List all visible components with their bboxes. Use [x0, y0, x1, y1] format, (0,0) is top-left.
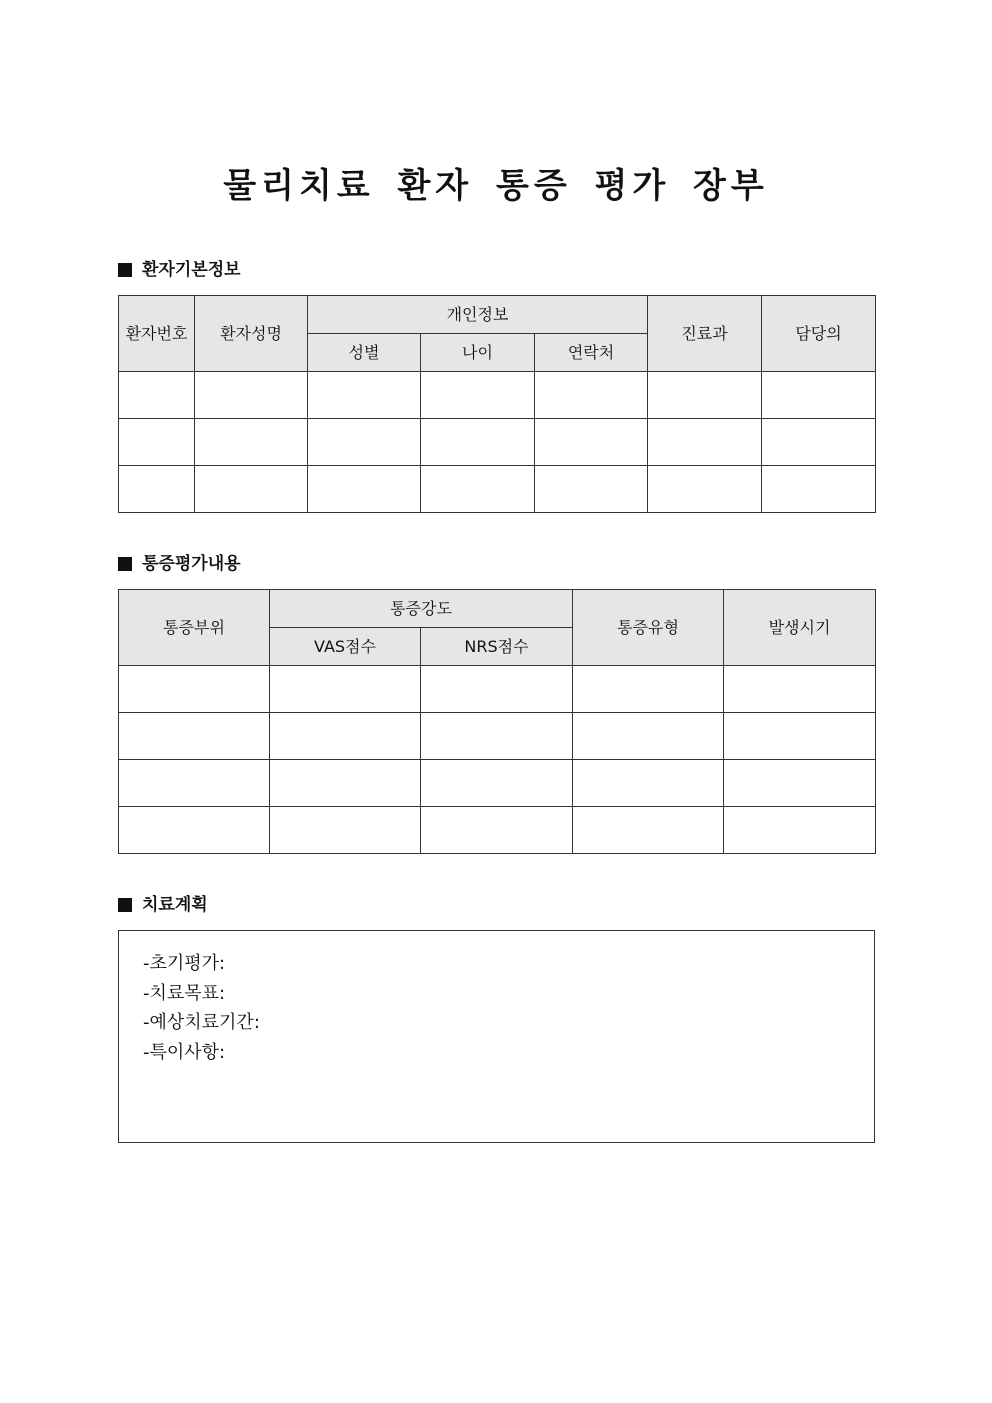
table-cell[interactable]: [573, 713, 724, 760]
table-cell[interactable]: [270, 807, 421, 854]
table-cell[interactable]: [270, 713, 421, 760]
header-pain-site: 통증부위: [119, 590, 270, 666]
table-cell[interactable]: [119, 419, 195, 466]
table-cell[interactable]: [724, 807, 876, 854]
plan-item-treatment-goal: -치료목표:: [143, 982, 226, 1004]
table-cell[interactable]: [724, 760, 876, 807]
plan-item-initial-eval: -초기평가:: [143, 953, 226, 974]
table-cell[interactable]: [724, 713, 876, 760]
page-title: 물리치료 환자 통증 평가 장부: [223, 166, 769, 206]
table-cell[interactable]: [195, 419, 308, 466]
header-pain-type: 통증유형: [573, 590, 724, 666]
table-cell[interactable]: [421, 419, 535, 466]
table-cell[interactable]: [762, 466, 876, 513]
plan-item-special-notes: -특이사항:: [143, 1041, 226, 1063]
header-doctor: 담당의: [762, 296, 876, 372]
header-age: 나이: [421, 334, 535, 372]
table-cell[interactable]: [421, 666, 573, 713]
section-heading-label: 환자기본정보: [142, 260, 241, 280]
table-row: [119, 666, 876, 713]
table-cell[interactable]: [119, 372, 195, 419]
table-cell[interactable]: [762, 372, 876, 419]
table-cell[interactable]: [535, 419, 648, 466]
header-patient-name: 환자성명: [195, 296, 308, 372]
table-row: [119, 372, 876, 419]
treatment-plan-box[interactable]: [118, 930, 875, 1143]
square-bullet-icon: [118, 263, 132, 277]
table-cell[interactable]: [648, 372, 762, 419]
pain-eval-table: [118, 589, 876, 854]
table-cell[interactable]: [648, 419, 762, 466]
header-department: 진료과: [648, 296, 762, 372]
table-row: [119, 466, 876, 513]
table-cell[interactable]: [421, 466, 535, 513]
table-cell[interactable]: [270, 666, 421, 713]
section-heading-pain-eval: [118, 552, 241, 576]
table-cell[interactable]: [573, 807, 724, 854]
table-cell[interactable]: [195, 466, 308, 513]
header-nrs-score: NRS점수: [421, 628, 573, 666]
table-cell[interactable]: [535, 372, 648, 419]
table-cell[interactable]: [421, 807, 573, 854]
table-row: [119, 807, 876, 854]
table-row: [119, 419, 876, 466]
section-heading-label: 통증평가내용: [142, 554, 241, 574]
table-cell[interactable]: [573, 760, 724, 807]
section-heading-basic-info: [118, 258, 241, 282]
table-row: [119, 760, 876, 807]
table-cell[interactable]: [308, 372, 421, 419]
table-cell[interactable]: [421, 372, 535, 419]
section-heading-treatment-plan: [118, 893, 208, 917]
plan-item-expected-period: -예상치료기간:: [143, 1012, 260, 1033]
table-cell[interactable]: [308, 466, 421, 513]
header-personal-info: 개인정보: [308, 296, 648, 334]
header-gender: 성별: [308, 334, 421, 372]
table-cell[interactable]: [195, 372, 308, 419]
table-cell[interactable]: [119, 666, 270, 713]
section-heading-label: 치료계획: [142, 895, 208, 915]
header-pain-intensity: 통증강도: [270, 590, 573, 628]
header-vas-score: VAS점수: [270, 628, 421, 666]
table-cell[interactable]: [119, 807, 270, 854]
header-patient-no: 환자번호: [119, 296, 195, 372]
square-bullet-icon: [118, 557, 132, 571]
table-cell[interactable]: [648, 466, 762, 513]
table-cell[interactable]: [308, 419, 421, 466]
square-bullet-icon: [118, 898, 132, 912]
table-cell[interactable]: [119, 466, 195, 513]
table-cell[interactable]: [573, 666, 724, 713]
table-cell[interactable]: [119, 713, 270, 760]
table-cell[interactable]: [119, 760, 270, 807]
table-cell[interactable]: [724, 666, 876, 713]
table-cell[interactable]: [535, 466, 648, 513]
table-cell[interactable]: [421, 713, 573, 760]
header-contact: 연락처: [535, 334, 648, 372]
treatment-plan-list: [119, 931, 874, 1067]
table-cell[interactable]: [270, 760, 421, 807]
table-cell[interactable]: [762, 419, 876, 466]
basic-info-table: [118, 295, 876, 513]
table-cell[interactable]: [421, 760, 573, 807]
header-onset-time: 발생시기: [724, 590, 876, 666]
table-row: [119, 713, 876, 760]
